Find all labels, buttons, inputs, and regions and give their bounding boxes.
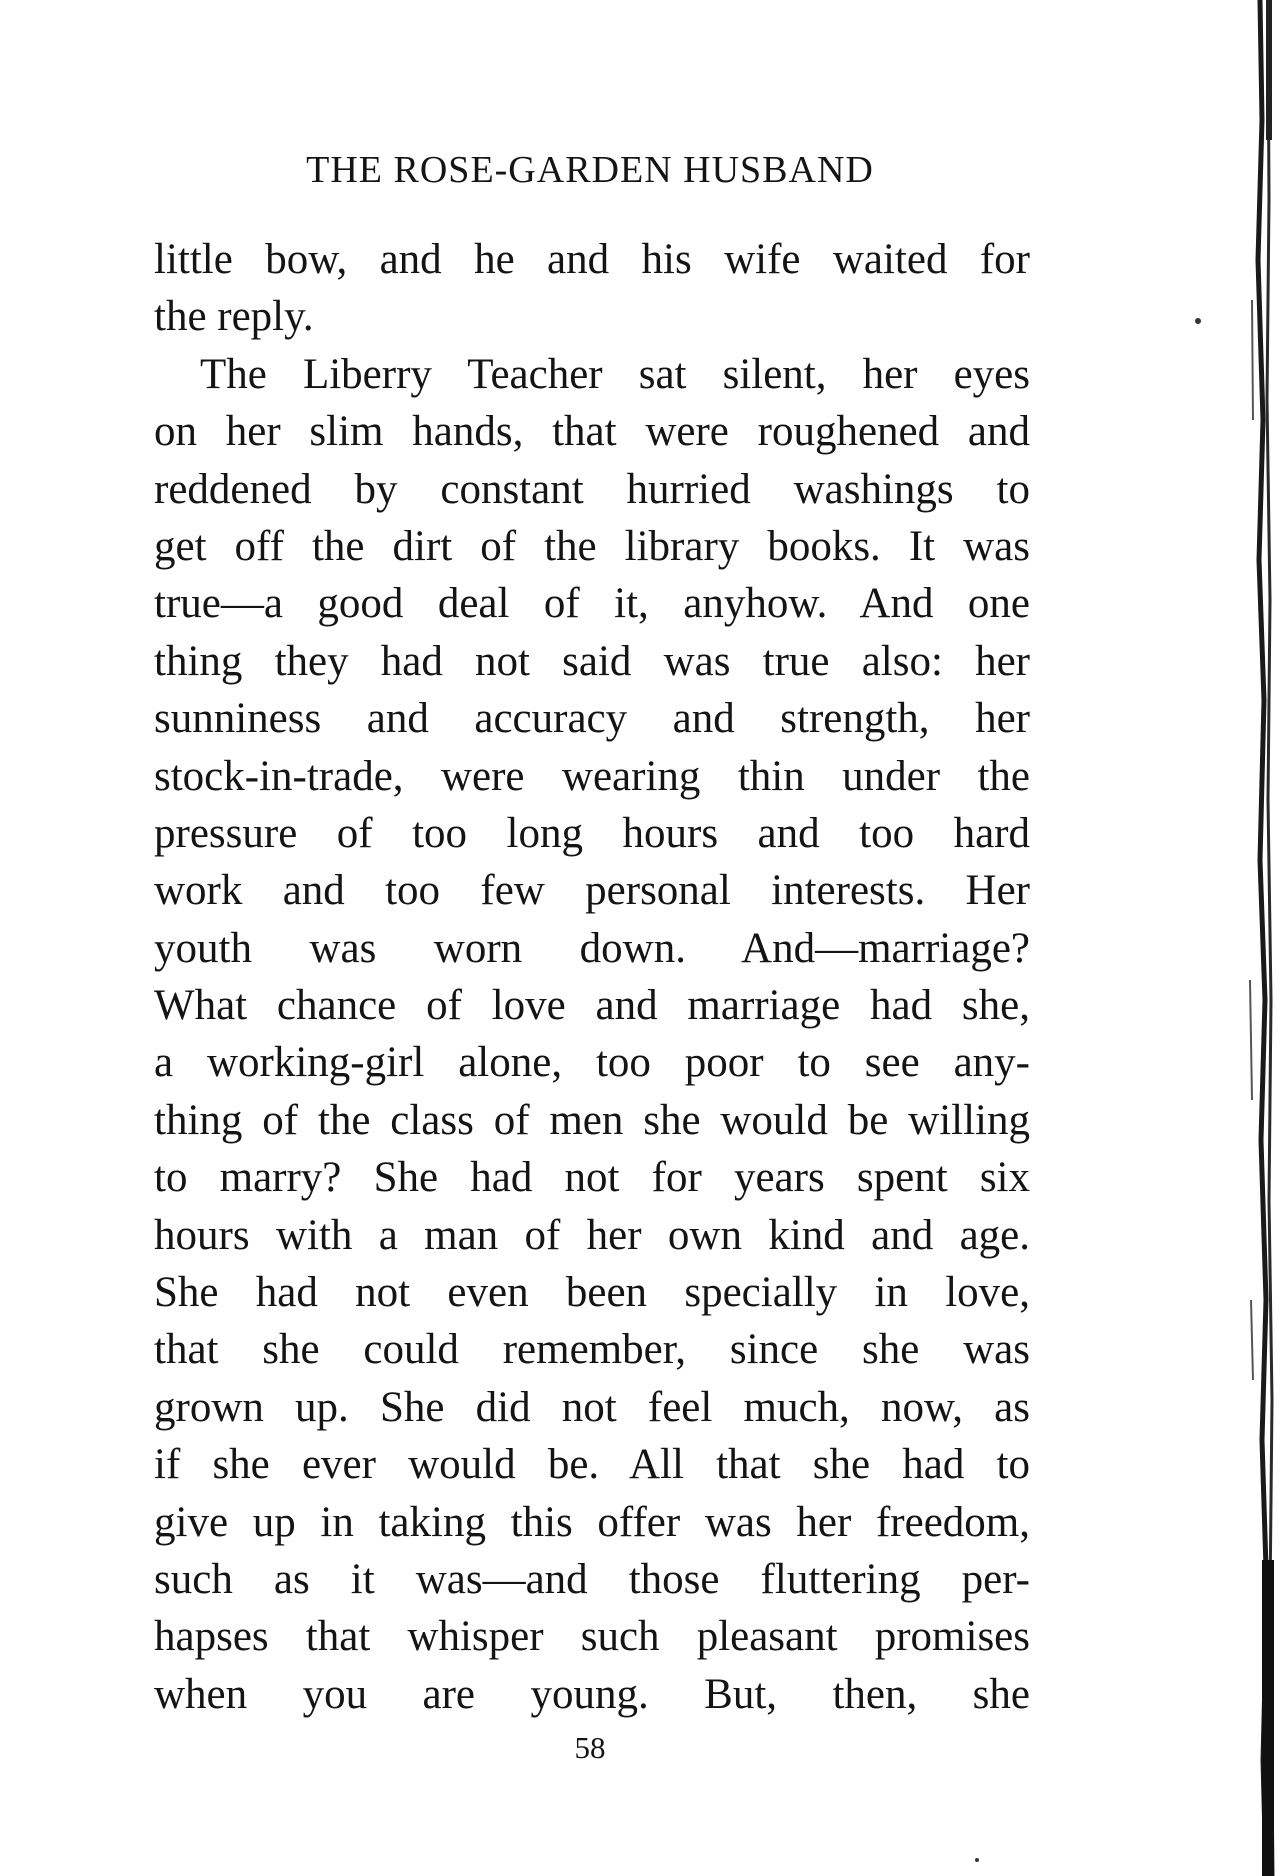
text-line: hapses that whisper such pleasant promises bbox=[154, 1613, 1030, 1661]
text-line: She had not even been specially in love, bbox=[154, 1269, 1030, 1317]
scan-speck bbox=[975, 1858, 979, 1862]
text-line: to marry? She had not for years spent six bbox=[154, 1154, 1030, 1202]
text-line: hours with a man of her own kind and age. bbox=[154, 1211, 1030, 1259]
running-head: THE ROSE-GARDEN HUSBAND bbox=[306, 149, 874, 191]
text-line: work and too few personal interests. Her bbox=[154, 867, 1030, 915]
body-text bbox=[154, 231, 1030, 1723]
page-number: 58 bbox=[574, 1730, 606, 1765]
text-line: sunniness and accuracy and strength, her bbox=[154, 695, 1030, 743]
text-line: true—a good deal of it, anyhow. And one bbox=[154, 580, 1030, 628]
text-line: thing they had not said was true also: her bbox=[154, 637, 1030, 685]
text-line: grown up. She did not feel much, now, as bbox=[154, 1383, 1030, 1431]
text-line: youth was worn down. And—marriage? bbox=[154, 924, 1030, 972]
text-line: stock-in-trade, were wearing thin under the bbox=[154, 752, 1030, 800]
text-line: give up in taking this offer was her freedom, bbox=[154, 1498, 1030, 1546]
text-line: a working-girl alone, too poor to see any- bbox=[154, 1039, 1030, 1087]
text-line: when you are young. But, then, she bbox=[154, 1670, 1030, 1718]
text-line: that she could remember, since she was bbox=[154, 1326, 1030, 1374]
text-line: get off the dirt of the library books. It was bbox=[154, 522, 1030, 570]
scan-speck bbox=[1195, 318, 1201, 324]
text-line: on her slim hands, that were roughened and bbox=[154, 408, 1030, 456]
binding-edge bbox=[1222, 0, 1282, 1876]
text-line: pressure of too long hours and too hard bbox=[154, 809, 1030, 857]
text-line: such as it was—and those fluttering per- bbox=[154, 1555, 1030, 1603]
text-line: if she ever would be. All that she had to bbox=[154, 1441, 1030, 1489]
text-line: What chance of love and marriage had she, bbox=[154, 982, 1030, 1030]
text-line: The Liberry Teacher sat silent, her eyes bbox=[200, 350, 1030, 398]
text-line: the reply. bbox=[154, 293, 314, 341]
text-line: thing of the class of men she would be willing bbox=[154, 1096, 1030, 1144]
text-line: reddened by constant hurried washings to bbox=[154, 465, 1030, 513]
text-line: little bow, and he and his wife waited for bbox=[154, 236, 1030, 283]
